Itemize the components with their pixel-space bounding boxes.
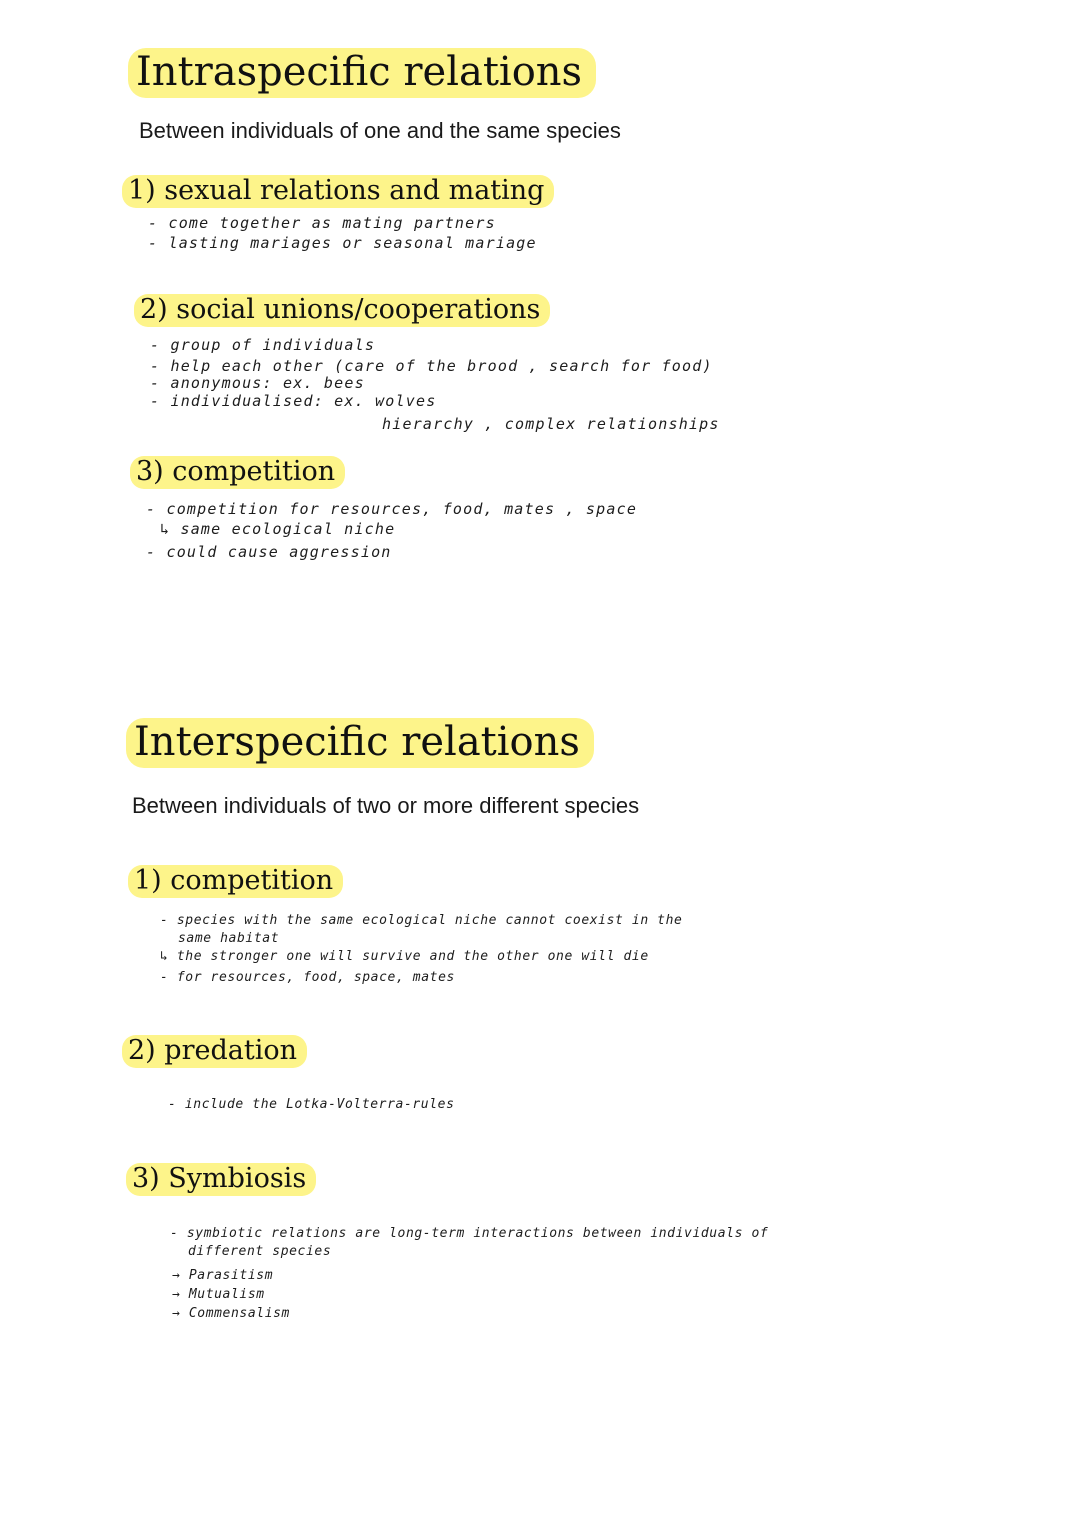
intra-competition-note-2: ↳ same ecological niche (160, 520, 396, 538)
intraspecific-subtitle: Between individuals of one and the same species (139, 118, 621, 143)
intra-competition-note-1: - competition for resources, food, mates , space (146, 500, 638, 518)
inter-symbiosis-note-1: - symbiotic relations are long-term interactions between individuals of (170, 1226, 769, 1241)
intra-social-note-5: hierarchy , complex relationships (382, 415, 720, 433)
intra-social-note-2: - help each other (care of the brood , search for food) (150, 357, 713, 375)
intra-social-note-4: - individualised: ex. wolves (150, 392, 437, 410)
inter-symbiosis-commensalism: → Commensalism (172, 1306, 290, 1321)
interspecific-subtitle: Between individuals of two or more different species (132, 793, 640, 818)
inter-competition-note-4: - for resources, food, space, mates (160, 970, 455, 985)
inter-symbiosis-mutualism: → Mutualism (172, 1287, 265, 1302)
intra-competition-note-3: - could cause aggression (146, 543, 392, 561)
inter-competition-note-3: ↳ the stronger one will survive and the other one will die (160, 949, 649, 964)
intra-sexual-note-2: - lasting mariages or seasonal mariage (148, 234, 537, 252)
intra-heading-sexual-relations: 1) sexual relations and mating (122, 175, 554, 208)
inter-symbiosis-note-2: different species (188, 1244, 332, 1259)
intra-social-note-1: - group of individuals (150, 336, 376, 354)
intra-heading-competition: 3) competition (130, 456, 345, 489)
intra-heading-social-unions: 2) social unions/cooperations (134, 294, 550, 327)
inter-heading-symbiosis: 3) Symbiosis (126, 1163, 316, 1196)
intraspecific-title: Intraspecific relations (128, 48, 596, 98)
inter-heading-predation: 2) predation (122, 1035, 307, 1068)
inter-competition-note-1: - species with the same ecological niche cannot coexist in the (160, 913, 683, 928)
intra-social-note-3: - anonymous: ex. bees (150, 374, 365, 392)
interspecific-title: Interspecific relations (126, 718, 594, 768)
inter-predation-note-1: - include the Lotka-Volterra-rules (168, 1097, 455, 1112)
intra-sexual-note-1: - come together as mating partners (148, 214, 496, 232)
inter-symbiosis-parasitism: → Parasitism (172, 1268, 274, 1283)
inter-competition-note-2: same habitat (178, 931, 280, 946)
inter-heading-competition: 1) competition (128, 865, 343, 898)
